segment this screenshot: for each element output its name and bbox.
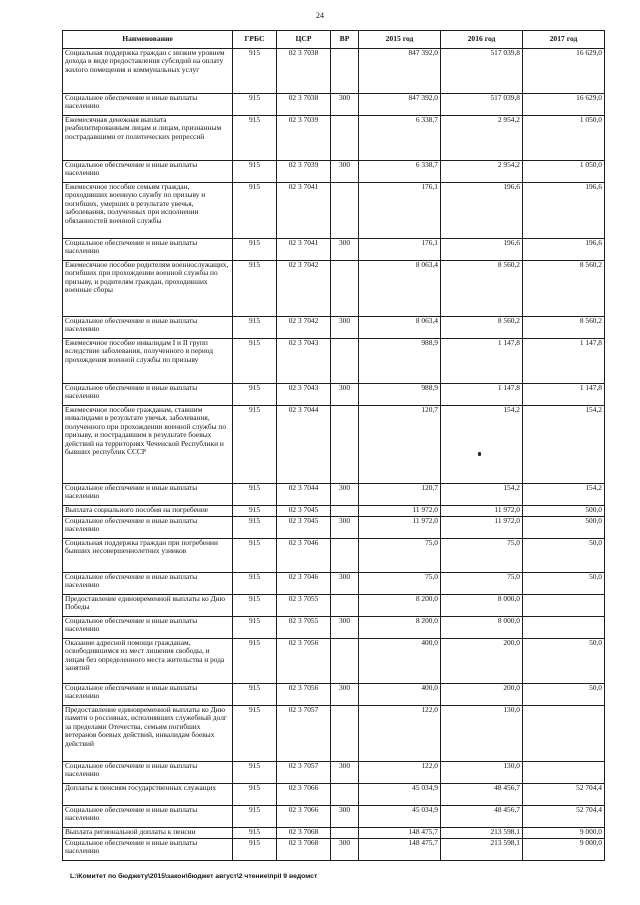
cell-csr: 02 3 7066	[277, 784, 331, 806]
footer-file-path: L:\Комитет по бюджету\2015\закон\бюджет август\2 чтение\прil 9 ведомст	[70, 873, 318, 880]
table-row	[63, 161, 605, 183]
cell-y2015: 75,0	[359, 539, 441, 573]
cell-y2016: 196,6	[441, 183, 523, 239]
cell-name: Социальное обеспечение и иные выплаты населению	[63, 573, 233, 595]
cell-name: Социальная поддержка граждан при погребении бывших несовершеннолетних узников	[63, 539, 233, 573]
cell-y2016: 75,0	[441, 573, 523, 595]
cell-vr	[331, 639, 359, 684]
cell-y2017: 1 147,8	[523, 339, 605, 384]
table-row	[63, 406, 605, 484]
table-row	[63, 339, 605, 384]
cell-y2016: 2 954,2	[441, 161, 523, 183]
cell-csr: 02 3 7039	[277, 116, 331, 161]
cell-y2015: 148 475,7	[359, 839, 441, 861]
cell-y2016: 8 000,0	[441, 595, 523, 617]
cell-csr: 02 3 7056	[277, 639, 331, 684]
cell-y2017: 500,0	[523, 517, 605, 539]
cell-y2017: 50,0	[523, 539, 605, 573]
header-vr: ВР	[331, 31, 359, 49]
cell-grbs: 915	[233, 183, 277, 239]
cell-name: Ежемесячное пособие семьям граждан, проходивших военную службу по призыву и погибших, умерших в результате увечья, заболевания, полученных при исполнении обязанностей военной службы	[63, 183, 233, 239]
cell-vr	[331, 49, 359, 94]
cell-vr	[331, 406, 359, 484]
cell-y2016: 517 039,8	[441, 49, 523, 94]
cell-grbs: 915	[233, 539, 277, 573]
cell-y2017: 500,0	[523, 506, 605, 517]
cell-vr: 300	[331, 317, 359, 339]
cell-grbs: 915	[233, 384, 277, 406]
cell-y2017	[523, 762, 605, 784]
cell-grbs: 915	[233, 49, 277, 94]
cell-name: Выплата региональной доплаты к пенсии	[63, 828, 233, 839]
cell-y2016: 154,2	[441, 484, 523, 506]
cell-y2017: 50,0	[523, 684, 605, 706]
cell-name: Доплаты к пенсиям государственных служащих	[63, 784, 233, 806]
cell-vr	[331, 595, 359, 617]
cell-y2017	[523, 595, 605, 617]
cell-vr: 300	[331, 239, 359, 261]
table-row	[63, 116, 605, 161]
cell-y2016: 200,0	[441, 684, 523, 706]
cell-grbs: 915	[233, 617, 277, 639]
cell-y2016: 11 972,0	[441, 517, 523, 539]
cell-csr: 02 3 7044	[277, 484, 331, 506]
table-row	[63, 49, 605, 94]
cell-vr: 300	[331, 762, 359, 784]
cell-grbs: 915	[233, 839, 277, 861]
cell-y2015: 8 063,4	[359, 261, 441, 317]
cell-csr: 02 3 7057	[277, 762, 331, 784]
cell-y2017: 154,2	[523, 484, 605, 506]
cell-y2016: 517 039,8	[441, 94, 523, 116]
cell-y2015: 6 338,7	[359, 161, 441, 183]
cell-y2016: 1 147,8	[441, 339, 523, 384]
cell-name: Социальное обеспечение и иные выплаты населению	[63, 839, 233, 861]
cell-y2016: 196,6	[441, 239, 523, 261]
cell-y2015: 122,0	[359, 762, 441, 784]
cell-vr: 300	[331, 617, 359, 639]
cell-grbs: 915	[233, 261, 277, 317]
cell-y2015: 400,0	[359, 684, 441, 706]
cell-y2017: 8 560,2	[523, 261, 605, 317]
cell-grbs: 915	[233, 573, 277, 595]
cell-name: Ежемесячная денежная выплата реабилитированным лицам и лицам, признанным пострадавшими от политических репрессий	[63, 116, 233, 161]
cell-y2015: 11 972,0	[359, 517, 441, 539]
cell-name: Оказание адресной помощи гражданам, освободившимся из мест лишения свободы, и лицам без определенного места жительства и рода занятий	[63, 639, 233, 684]
cell-grbs: 915	[233, 706, 277, 762]
cell-y2015: 45 034,9	[359, 784, 441, 806]
cell-y2017: 1 050,0	[523, 116, 605, 161]
cell-grbs: 915	[233, 639, 277, 684]
cell-vr: 300	[331, 573, 359, 595]
cell-y2016: 48 456,7	[441, 784, 523, 806]
cell-vr	[331, 784, 359, 806]
table-body	[63, 49, 605, 861]
cell-y2015: 8 200,0	[359, 617, 441, 639]
cell-name: Предоставление единовременной выплаты ко Дню Победы	[63, 595, 233, 617]
header-csr: ЦСР	[277, 31, 331, 49]
scan-mark	[478, 452, 481, 456]
cell-y2017: 196,6	[523, 183, 605, 239]
cell-vr: 300	[331, 684, 359, 706]
table-row	[63, 384, 605, 406]
cell-csr: 02 3 7042	[277, 261, 331, 317]
cell-vr	[331, 828, 359, 839]
cell-y2016: 200,0	[441, 639, 523, 684]
cell-y2017: 8 560,2	[523, 317, 605, 339]
cell-csr: 02 3 7056	[277, 684, 331, 706]
header-2016: 2016 год	[441, 31, 523, 49]
table-row	[63, 595, 605, 617]
cell-y2017: 52 704,4	[523, 806, 605, 828]
budget-table	[62, 30, 605, 861]
cell-name: Социальное обеспечение и иные выплаты населению	[63, 94, 233, 116]
cell-name: Социальное обеспечение и иные выплаты населению	[63, 384, 233, 406]
cell-y2016: 8 000,0	[441, 617, 523, 639]
cell-y2017: 9 000,0	[523, 828, 605, 839]
table-row	[63, 317, 605, 339]
cell-y2017: 16 629,0	[523, 94, 605, 116]
table-row	[63, 684, 605, 706]
cell-y2016: 213 598,1	[441, 839, 523, 861]
page-number: 24	[316, 11, 324, 20]
cell-csr: 02 3 7038	[277, 49, 331, 94]
cell-csr: 02 3 7043	[277, 339, 331, 384]
cell-y2017	[523, 706, 605, 762]
cell-name: Ежемесячное пособие инвалидам I и II групп вследствие заболевания, полученного в период прохождения военной службы по призыву	[63, 339, 233, 384]
cell-vr: 300	[331, 161, 359, 183]
cell-grbs: 915	[233, 517, 277, 539]
cell-vr: 300	[331, 384, 359, 406]
cell-csr: 02 3 7045	[277, 506, 331, 517]
cell-y2015: 75,0	[359, 573, 441, 595]
cell-y2015: 400,0	[359, 639, 441, 684]
cell-y2015: 45 034,9	[359, 806, 441, 828]
cell-grbs: 915	[233, 784, 277, 806]
cell-grbs: 915	[233, 406, 277, 484]
table-row	[63, 573, 605, 595]
cell-vr: 300	[331, 839, 359, 861]
cell-csr: 02 3 7066	[277, 806, 331, 828]
table-row	[63, 94, 605, 116]
cell-y2017: 50,0	[523, 639, 605, 684]
cell-y2015: 8 200,0	[359, 595, 441, 617]
cell-vr	[331, 506, 359, 517]
table-row	[63, 828, 605, 839]
cell-y2015: 8 063,4	[359, 317, 441, 339]
table-row	[63, 484, 605, 506]
header-name: Наименование	[63, 31, 233, 49]
cell-grbs: 915	[233, 828, 277, 839]
cell-csr: 02 3 7044	[277, 406, 331, 484]
cell-csr: 02 3 7055	[277, 595, 331, 617]
cell-y2016: 2 954,2	[441, 116, 523, 161]
cell-y2015: 6 338,7	[359, 116, 441, 161]
cell-y2015: 988,9	[359, 384, 441, 406]
table-row	[63, 706, 605, 762]
cell-csr: 02 3 7046	[277, 539, 331, 573]
cell-name: Социальное обеспечение и иные выплаты населению	[63, 806, 233, 828]
table-row	[63, 617, 605, 639]
cell-y2015: 120,7	[359, 406, 441, 484]
table-row	[63, 784, 605, 806]
cell-y2017: 52 704,4	[523, 784, 605, 806]
table-row	[63, 517, 605, 539]
cell-vr: 300	[331, 806, 359, 828]
cell-y2016: 130,0	[441, 762, 523, 784]
table-row	[63, 506, 605, 517]
cell-y2015: 11 972,0	[359, 506, 441, 517]
cell-name: Социальная поддержка граждан с низким уровнем дохода в виде предоставления субсидий на оплату жилого помещения и коммунальных услуг	[63, 49, 233, 94]
cell-vr	[331, 706, 359, 762]
table-row	[63, 806, 605, 828]
table-row	[63, 261, 605, 317]
cell-grbs: 915	[233, 94, 277, 116]
cell-grbs: 915	[233, 595, 277, 617]
cell-y2015: 847 392,0	[359, 49, 441, 94]
cell-y2015: 120,7	[359, 484, 441, 506]
cell-vr	[331, 339, 359, 384]
cell-grbs: 915	[233, 161, 277, 183]
cell-csr: 02 3 7039	[277, 161, 331, 183]
cell-vr: 300	[331, 94, 359, 116]
cell-vr	[331, 539, 359, 573]
cell-y2017: 154,2	[523, 406, 605, 484]
cell-y2017: 196,6	[523, 239, 605, 261]
cell-y2015: 176,1	[359, 239, 441, 261]
cell-vr: 300	[331, 484, 359, 506]
cell-csr: 02 3 7057	[277, 706, 331, 762]
cell-y2016: 8 560,2	[441, 317, 523, 339]
cell-y2017: 1 050,0	[523, 161, 605, 183]
cell-csr: 02 3 7055	[277, 617, 331, 639]
cell-y2015: 988,9	[359, 339, 441, 384]
cell-y2015: 176,1	[359, 183, 441, 239]
cell-y2016: 11 972,0	[441, 506, 523, 517]
table-row	[63, 639, 605, 684]
cell-vr	[331, 261, 359, 317]
cell-csr: 02 3 7045	[277, 517, 331, 539]
cell-y2017: 9 000,0	[523, 839, 605, 861]
cell-name: Ежемесячное пособие родителям военнослужащих, погибших при прохождении военной службы по призыву, и родителям граждан, проходивших военные сборы	[63, 261, 233, 317]
cell-name: Социальное обеспечение и иные выплаты населению	[63, 239, 233, 261]
cell-csr: 02 3 7068	[277, 828, 331, 839]
cell-csr: 02 3 7038	[277, 94, 331, 116]
table-row	[63, 539, 605, 573]
header-grbs: ГРБС	[233, 31, 277, 49]
cell-csr: 02 3 7041	[277, 239, 331, 261]
cell-grbs: 915	[233, 339, 277, 384]
cell-name: Социальное обеспечение и иные выплаты населению	[63, 484, 233, 506]
cell-grbs: 915	[233, 317, 277, 339]
cell-y2017: 16 629,0	[523, 49, 605, 94]
cell-name: Социальное обеспечение и иные выплаты населению	[63, 317, 233, 339]
table-row	[63, 239, 605, 261]
cell-y2016: 8 560,2	[441, 261, 523, 317]
cell-y2015: 847 392,0	[359, 94, 441, 116]
cell-name: Ежемесячное пособие гражданам, ставшим инвалидами в результате увечья, заболевания, полученного при прохождении военной службы по призыву, и пострадавшим в результате боевых действий на территориях Чеченской Республики и бывших республик СССР	[63, 406, 233, 484]
cell-csr: 02 3 7042	[277, 317, 331, 339]
cell-y2016: 154,2	[441, 406, 523, 484]
table-row	[63, 839, 605, 861]
cell-csr: 02 3 7041	[277, 183, 331, 239]
cell-vr	[331, 116, 359, 161]
table-header-row	[63, 31, 605, 49]
cell-name: Предоставление единовременной выплаты ко Дню памяти о россиянах, исполнявших служебный долг за пределами Отечества, семьям погибших ветеранов боевых действий, инвалидам боевых действий	[63, 706, 233, 762]
cell-name: Социальное обеспечение и иные выплаты населению	[63, 517, 233, 539]
header-2015: 2015 год	[359, 31, 441, 49]
cell-y2017: 50,0	[523, 573, 605, 595]
cell-y2016: 1 147,8	[441, 384, 523, 406]
cell-csr: 02 3 7043	[277, 384, 331, 406]
cell-name: Социальное обеспечение и иные выплаты населению	[63, 617, 233, 639]
cell-csr: 02 3 7046	[277, 573, 331, 595]
cell-y2017	[523, 617, 605, 639]
cell-grbs: 915	[233, 484, 277, 506]
cell-name: Социальное обеспечение и иные выплаты населению	[63, 161, 233, 183]
cell-name: Социальное обеспечение и иные выплаты населению	[63, 762, 233, 784]
cell-name: Социальное обеспечение и иные выплаты населению	[63, 684, 233, 706]
cell-y2015: 122,0	[359, 706, 441, 762]
cell-y2015: 148 475,7	[359, 828, 441, 839]
cell-y2016: 75,0	[441, 539, 523, 573]
cell-csr: 02 3 7068	[277, 839, 331, 861]
cell-name: Выплата социального пособия на погребение	[63, 506, 233, 517]
cell-grbs: 915	[233, 506, 277, 517]
cell-grbs: 915	[233, 684, 277, 706]
cell-vr: 300	[331, 517, 359, 539]
header-2017: 2017 год	[523, 31, 605, 49]
table-row	[63, 183, 605, 239]
table-row	[63, 762, 605, 784]
cell-y2017: 1 147,8	[523, 384, 605, 406]
cell-grbs: 915	[233, 239, 277, 261]
cell-grbs: 915	[233, 762, 277, 784]
cell-vr	[331, 183, 359, 239]
cell-y2016: 213 598,1	[441, 828, 523, 839]
cell-grbs: 915	[233, 806, 277, 828]
cell-grbs: 915	[233, 116, 277, 161]
cell-y2016: 130,0	[441, 706, 523, 762]
cell-y2016: 48 456,7	[441, 806, 523, 828]
